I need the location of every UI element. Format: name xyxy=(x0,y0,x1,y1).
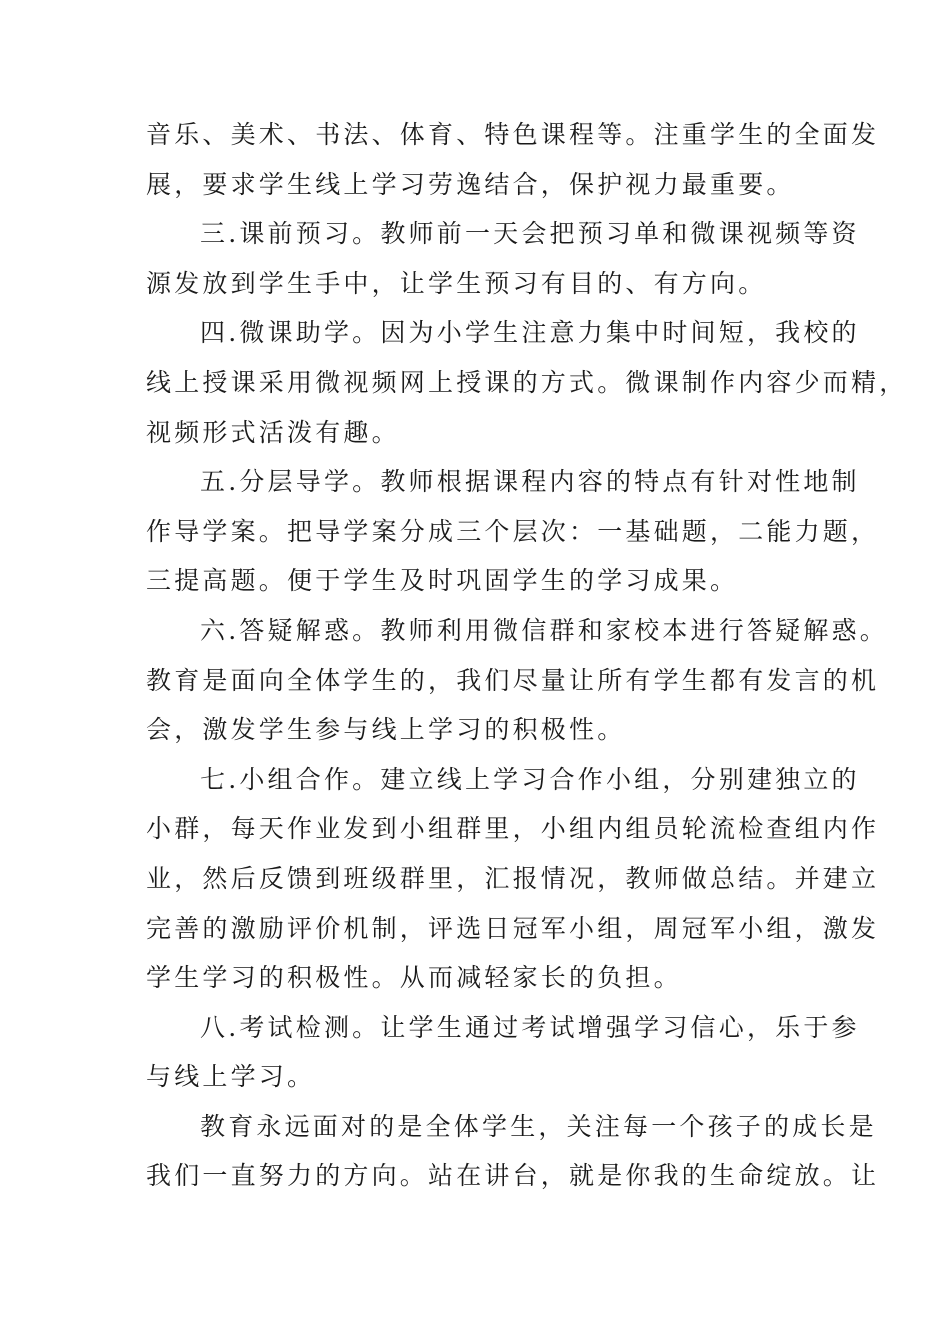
text-line: 学生学习的积极性。从而减轻家长的负担。 xyxy=(146,963,682,993)
paragraph-line-closing: 教育永远面对的是全体学生，关注每一个孩子的成长是 xyxy=(200,1111,877,1141)
text-line: 教育是面向全体学生的，我们尽量让所有学生都有发言的机 xyxy=(146,665,880,695)
paragraph-line-four: 四.微课助学。因为小学生注意力集中时间短，我校的 xyxy=(200,318,860,348)
text-line: 与线上学习。 xyxy=(146,1062,316,1092)
text-line: 业，然后反馈到班级群里，汇报情况，教师做总结。并建立 xyxy=(146,863,880,893)
paragraph-line-seven: 七.小组合作。建立线上学习合作小组，分别建独立的 xyxy=(200,764,860,794)
body-text xyxy=(146,110,908,1201)
paragraph-line-six: 六.答疑解惑。教师利用微信群和家校本进行答疑解惑。 xyxy=(200,615,888,645)
text-line: 音乐、美术、书法、体育、特色课程等。注重学生的全面发 xyxy=(146,120,880,149)
paragraph-line-three: 三.课前预习。教师前一天会把预习单和微课视频等资 xyxy=(200,219,860,249)
text-line: 我们一直努力的方向。站在讲台，就是你我的生命绽放。让 xyxy=(146,1161,880,1191)
text-line: 展，要求学生线上学习劳逸结合，保护视力最重要。 xyxy=(146,169,795,199)
text-line: 线上授课采用微视频网上授课的方式。微课制作内容少而精， xyxy=(146,367,908,397)
text-line: 视频形式活泼有趣。 xyxy=(146,417,400,447)
text-line: 小群，每天作业发到小组群里，小组内组员轮流检查组内作 xyxy=(146,814,880,844)
text-line: 会，激发学生参与线上学习的积极性。 xyxy=(146,715,626,745)
text-line: 作导学案。把导学案分成三个层次：一基础题，二能力题， xyxy=(146,516,880,546)
text-line: 完善的激励评价机制，评选日冠军小组，周冠军小组，激发 xyxy=(146,913,880,943)
paragraph-line-eight: 八.考试检测。让学生通过考试增强学习信心，乐于参 xyxy=(200,1012,860,1042)
text-line: 源发放到学生手中，让学生预习有目的、有方向。 xyxy=(146,268,767,298)
paragraph-line-five: 五.分层导学。教师根据课程内容的特点有针对性地制 xyxy=(200,467,860,497)
text-line: 三提高题。便于学生及时巩固学生的学习成果。 xyxy=(146,566,739,596)
